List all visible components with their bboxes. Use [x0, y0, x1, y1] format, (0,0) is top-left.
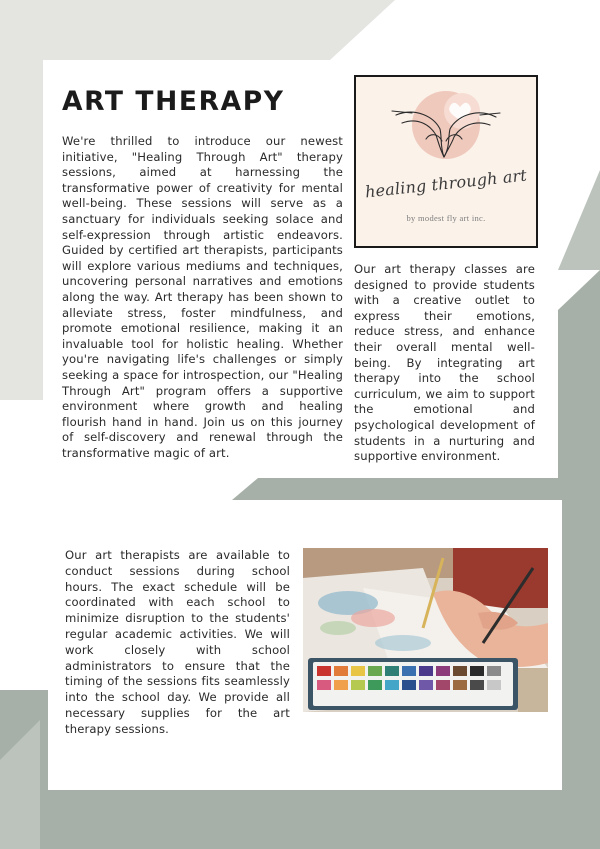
healing-through-art-logo — [354, 75, 538, 248]
page-title: ART THERAPY — [62, 86, 285, 117]
logo-script-text: healing through art — [364, 165, 528, 202]
logo-subtitle: by modest fly art inc. — [406, 213, 486, 223]
classes-paragraph: Our art therapy classes are designed to provide students with a creative outlet to express their emotions, reduce stress, and enhance their overall mental well-being. By integrating art therapy into the school curriculum, we aim to support the emotional and psychological development of students in a nurturing and supportive environment. — [354, 262, 535, 464]
intro-paragraph: We're thrilled to introduce our newest initiative, "Healing Through Art" therapy sessions, aimed at harnessing the transformative power of creativity for mental well-being. These sessions will serve as a sanctuary for individuals seeking solace and self-expression through artistic endeavors. Guided by certified art therapists, participants will explore various mediums and techniques, uncovering personal narratives and emotions along the way. Art therapy has been shown to alleviate stress, foster mindfulness, and promote emotional resilience, making it an invaluable tool for holistic healing. Whether you're navigating life's challenges or simply seeking a space for introspection, our "Healing Through Art" program offers a supportive environment where growth and healing flourish hand in hand. Join us on this journey of self-discovery and renewal through the transformative magic of art. — [62, 134, 343, 460]
painting-photo — [303, 548, 548, 712]
schedule-paragraph: Our art therapists are available to conduct sessions during school hours. The exact schedule will be coordinated with each school to minimize disruption to the students' regular academic activities. We will work closely with school administrators to ensure that the timing of the sessions fits seamlessly into the school day. We provide all necessary supplies for the art therapy sessions. — [65, 548, 290, 736]
watercolor-painting-image — [303, 548, 548, 712]
